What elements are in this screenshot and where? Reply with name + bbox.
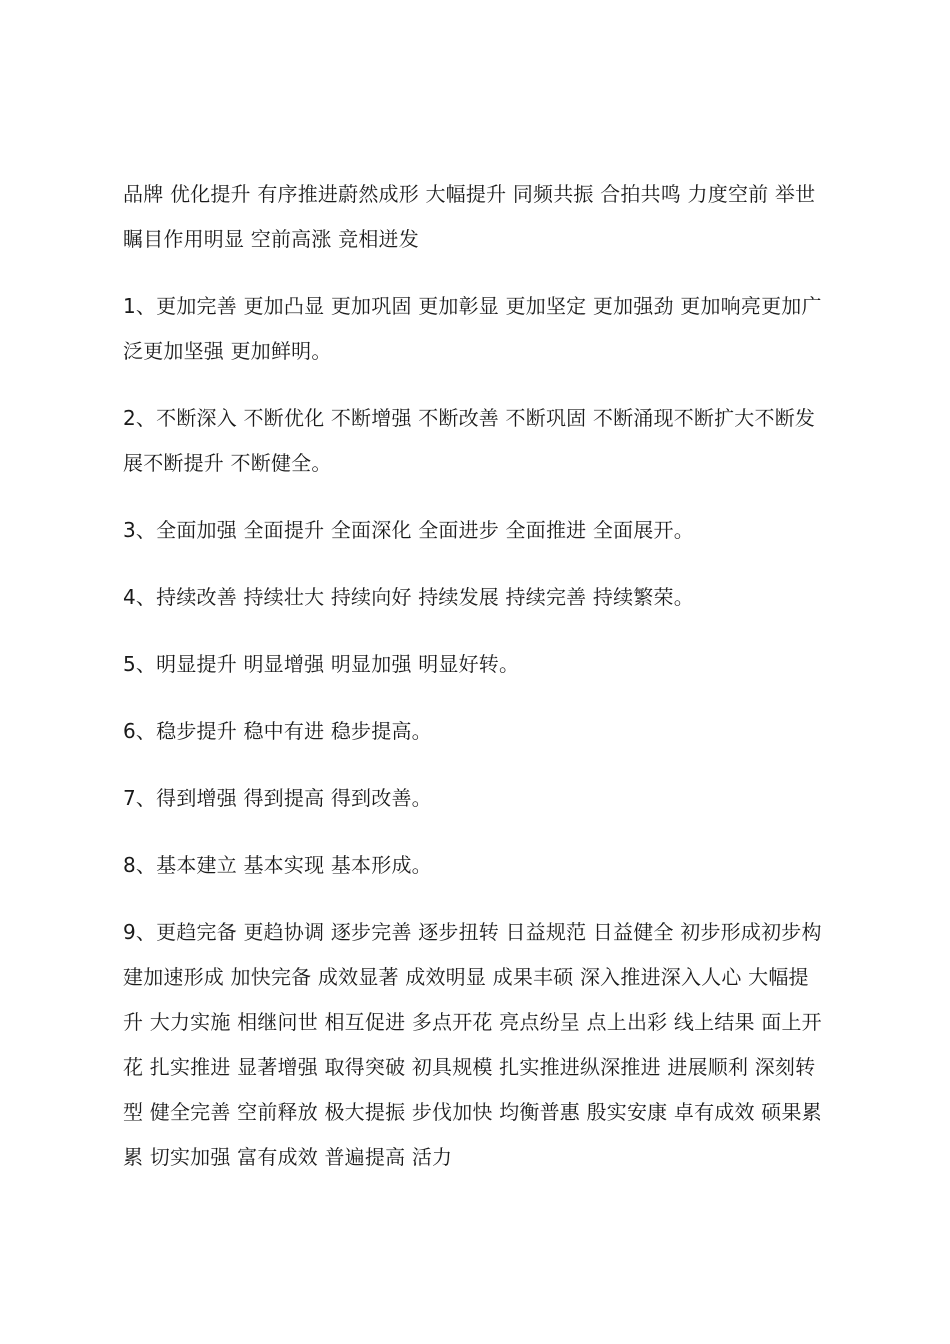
paragraph-item-3: 3、全面加强 全面提升 全面深化 全面进步 全面推进 全面展开。 <box>123 518 694 542</box>
paragraph-item-8: 8、基本建立 基本实现 基本形成。 <box>123 853 432 877</box>
paragraph-item-4: 4、持续改善 持续壮大 持续向好 持续发展 持续完善 持续繁荣。 <box>123 585 694 609</box>
paragraph-item-1: 1、更加完善 更加凸显 更加巩固 更加彰显 更加坚定 更加强劲 更加响亮更加广泛更加坚强 更加鲜明。 <box>123 294 822 363</box>
paragraph-item-6: 6、稳步提升 稳中有进 稳步提高。 <box>123 719 432 743</box>
document-body <box>123 172 828 1202</box>
paragraph-intro: 品牌 优化提升 有序推进蔚然成形 大幅提升 同频共振 合拍共鸣 力度空前 举世瞩目作用明显 空前高涨 竞相迸发 <box>123 182 816 251</box>
paragraph-item-7: 7、得到增强 得到提高 得到改善。 <box>123 786 432 810</box>
paragraph-item-2: 2、不断深入 不断优化 不断增强 不断改善 不断巩固 不断涌现不断扩大不断发展不断提升 不断健全。 <box>123 406 816 475</box>
paragraph-item-5: 5、明显提升 明显增强 明显加强 明显好转。 <box>123 652 520 676</box>
paragraph-item-9: 9、更趋完备 更趋协调 逐步完善 逐步扭转 日益规范 日益健全 初步形成初步构建加速形成 加快完备 成效显著 成效明显 成果丰硕 深入推进深入人心 大幅提升 大力实施 相继问世 相互促进 多点开花 亮点纷呈 点上出彩 线上结果 面上开花 扎实推进 显著增强 取得突破 初具规模 扎实推进纵深推进 进展顺利 深刻转型 健全完善 空前释放 极大提振 步伐加快 均衡普惠 殷实安康 卓有成效 硕果累累 切实加强 富有成效 普遍提高 活力 <box>123 920 822 1169</box>
